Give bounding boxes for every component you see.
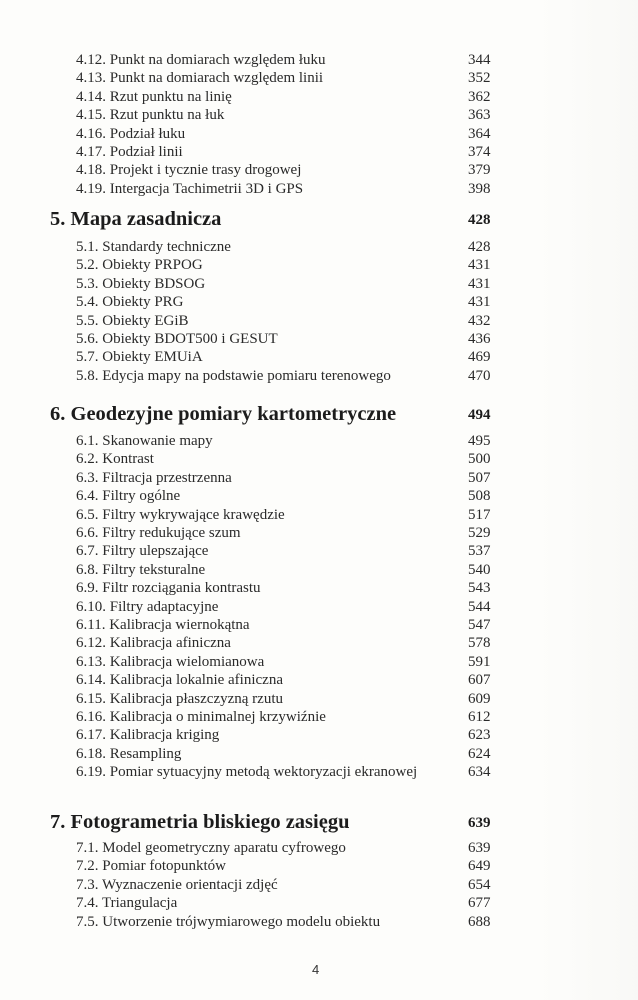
entry-page-number: 470 <box>468 367 491 384</box>
toc-entry <box>76 894 496 912</box>
toc-entry <box>76 598 496 616</box>
entry-title: Filtry ulepszające <box>102 543 209 560</box>
entry-title: Filtracja przestrzenna <box>102 469 232 486</box>
entry-page-number: 612 <box>468 709 491 725</box>
toc-entry <box>76 312 496 330</box>
entry-title: Obiekty PRPOG <box>102 257 203 274</box>
toc-entry <box>76 450 496 468</box>
entry-title: Filtry wykrywające krawędzie <box>102 506 285 523</box>
entry-title: Skanowanie mapy <box>102 433 213 449</box>
entry-title: Podział łuku <box>109 125 186 142</box>
toc-entry <box>76 690 496 708</box>
entry-title: Rzut punktu na łuk <box>109 107 225 124</box>
entry-page-number: 639 <box>468 840 491 856</box>
toc-entry <box>76 88 496 106</box>
entry-title: Obiekty EMUiA <box>102 349 203 366</box>
entry-number: 5.2. <box>76 257 99 274</box>
entry-page-number: 344 <box>468 52 491 68</box>
entry-number: 6.5. <box>76 506 99 523</box>
entry-page-number: 544 <box>468 598 491 615</box>
entry-number: 7.5. <box>76 913 99 930</box>
entry-title: Projekt i tycznie trasy drogowej <box>109 162 302 179</box>
chapter-title: 5. Mapa zasadnicza <box>50 208 222 230</box>
entry-number: 4.12. <box>76 52 106 68</box>
toc-entry <box>76 763 496 781</box>
entry-number: 6.19. <box>76 764 106 781</box>
toc-entry <box>76 839 496 857</box>
entry-number: 6.8. <box>76 561 99 578</box>
entry-number: 7.4. <box>76 895 99 912</box>
toc-entry <box>76 616 496 634</box>
entry-number: 5.4. <box>76 294 99 311</box>
entry-page-number: 432 <box>468 312 491 329</box>
entry-number: 4.18. <box>76 162 106 179</box>
entry-page-number: 363 <box>468 107 491 124</box>
entry-page-number: 688 <box>468 913 491 930</box>
entry-title: Kalibracja płaszczyzną rzutu <box>109 690 283 707</box>
entry-page-number: 500 <box>468 451 491 468</box>
entry-page-number: 436 <box>468 331 491 347</box>
entry-title: Utworzenie trójwymiarowego modelu obiektu <box>102 913 381 930</box>
entry-title: Punkt na domiarach względem łuku <box>109 52 326 68</box>
entry-number: 6.9. <box>76 580 99 597</box>
entry-number: 6.18. <box>76 745 106 762</box>
entry-number: 5.8. <box>76 367 99 384</box>
entry-page-number: 609 <box>468 690 491 707</box>
entry-title: Kontrast <box>102 451 154 468</box>
entry-number: 6.3. <box>76 469 99 486</box>
entry-number: 5.7. <box>76 349 99 366</box>
entry-number: 5.3. <box>76 275 99 292</box>
entry-number: 4.14. <box>76 88 106 105</box>
entry-page-number: 623 <box>468 727 491 744</box>
entry-page-number: 543 <box>468 580 491 597</box>
entry-title: Wyznaczenie orientacji zdjęć <box>101 876 278 893</box>
entry-page-number: 537 <box>468 543 491 560</box>
entry-page-number: 624 <box>468 745 491 762</box>
toc-entry <box>76 161 496 179</box>
chapter-page-number: 639 <box>468 815 491 831</box>
entry-page-number: 507 <box>468 469 491 486</box>
entry-title: Filtry redukujące szum <box>102 525 241 541</box>
entry-number: 6.10. <box>76 598 106 615</box>
toc-entry <box>76 51 496 69</box>
entry-title: Rzut punktu na linię <box>109 88 232 105</box>
entry-title: Resampling <box>109 745 182 762</box>
entry-title: Pomiar fotopunktów <box>102 858 226 875</box>
entry-number: 4.19. <box>76 180 106 197</box>
entry-number: 6.16. <box>76 709 106 725</box>
toc-entry <box>76 469 496 487</box>
entry-number: 6.6. <box>76 525 99 541</box>
chapter-page-number: 428 <box>468 212 491 228</box>
toc-entry <box>76 256 496 274</box>
entry-title: Kalibracja o minimalnej krzywiźnie <box>109 709 326 725</box>
entry-title: Obiekty BDOT500 i GESUT <box>102 331 278 347</box>
entry-title: Kalibracja lokalnie afiniczna <box>109 672 283 689</box>
toc-entry <box>76 745 496 763</box>
entry-title: Podział linii <box>109 144 183 160</box>
entry-page-number: 398 <box>468 180 491 197</box>
entry-number: 5.6. <box>76 331 99 347</box>
entry-page-number: 634 <box>468 764 491 781</box>
toc-entry <box>76 506 496 524</box>
entry-number: 6.11. <box>76 617 106 633</box>
entry-number: 4.13. <box>76 70 106 87</box>
entry-number: 6.17. <box>76 727 106 744</box>
entry-page-number: 428 <box>468 239 491 255</box>
entry-page-number: 431 <box>468 257 491 274</box>
entry-page-number: 508 <box>468 488 491 505</box>
entry-title: Standardy techniczne <box>102 239 231 255</box>
entry-page-number: 364 <box>468 125 491 142</box>
entry-page-number: 677 <box>468 895 491 912</box>
page-number: 4 <box>312 962 320 977</box>
entry-title: Filtry ogólne <box>102 488 181 505</box>
entry-page-number: 469 <box>468 349 491 366</box>
toc-entry <box>76 708 496 726</box>
toc-entry <box>76 524 496 542</box>
toc-entry <box>76 579 496 597</box>
toc-entry <box>76 348 496 366</box>
entry-title: Obiekty PRG <box>102 294 184 311</box>
entry-number: 4.17. <box>76 144 106 160</box>
toc-entry <box>76 561 496 579</box>
entry-title: Kalibracja wielomianowa <box>109 653 265 670</box>
entry-page-number: 607 <box>468 672 491 689</box>
entry-page-number: 362 <box>468 88 491 105</box>
chapter-title: 7. Fotogrametria bliskiego zasięgu <box>50 811 350 833</box>
chapter-heading <box>50 401 500 427</box>
entry-page-number: 431 <box>468 294 491 311</box>
entry-number: 7.2. <box>76 858 99 875</box>
toc-entry <box>76 913 496 931</box>
entry-page-number: 591 <box>468 653 491 670</box>
chapter-page-number: 494 <box>468 407 491 423</box>
chapter-heading <box>50 206 500 232</box>
entry-page-number: 352 <box>468 70 491 87</box>
toc-entry <box>76 275 496 293</box>
toc-entry <box>76 143 496 161</box>
entry-page-number: 374 <box>468 144 491 160</box>
entry-title: Model geometryczny aparatu cyfrowego <box>102 840 346 856</box>
entry-page-number: 547 <box>468 617 491 633</box>
toc-entry <box>76 726 496 744</box>
entry-title: Kalibracja afiniczna <box>109 635 231 652</box>
toc-entry <box>76 238 496 256</box>
entry-title: Punkt na domiarach względem linii <box>109 70 324 87</box>
toc-entry <box>76 432 496 450</box>
entry-page-number: 495 <box>468 433 491 449</box>
chapter-title: 6. Geodezyjne pomiary kartometryczne <box>50 403 397 425</box>
entry-title: Obiekty BDSOG <box>102 275 206 292</box>
toc-entry <box>76 857 496 875</box>
toc-entry <box>76 542 496 560</box>
chapter-heading <box>50 809 500 835</box>
entry-title: Triangulacja <box>101 895 178 912</box>
entry-page-number: 540 <box>468 561 491 578</box>
toc-entry <box>76 634 496 652</box>
entry-page-number: 529 <box>468 525 491 541</box>
entry-page-number: 431 <box>468 275 491 292</box>
entry-number: 6.4. <box>76 488 99 505</box>
toc-entry <box>76 330 496 348</box>
toc-entry <box>76 106 496 124</box>
toc-entry <box>76 367 496 385</box>
entry-title: Filtr rozciągania kontrastu <box>102 580 261 597</box>
toc-entry <box>76 671 496 689</box>
toc-entry <box>76 125 496 143</box>
entry-title: Kalibracja wiernokątna <box>109 617 250 633</box>
entry-title: Obiekty EGiB <box>102 312 189 329</box>
entry-title: Edycja mapy na podstawie pomiaru terenowego <box>102 367 391 384</box>
entry-title: Filtry adaptacyjne <box>109 598 219 615</box>
toc-entry <box>76 653 496 671</box>
entry-number: 6.14. <box>76 672 106 689</box>
entry-number: 5.5. <box>76 312 99 329</box>
entry-number: 6.12. <box>76 635 106 652</box>
entry-number: 6.1. <box>76 433 99 449</box>
entry-number: 5.1. <box>76 239 99 255</box>
entry-title: Intergacja Tachimetrii 3D i GPS <box>109 180 304 197</box>
entry-page-number: 654 <box>468 876 491 893</box>
entry-title: Pomiar sytuacyjny metodą wektoryzacji ekranowej <box>109 764 418 781</box>
entry-number: 6.7. <box>76 543 99 560</box>
toc-entry <box>76 293 496 311</box>
entry-number: 7.3. <box>76 876 99 893</box>
entry-number: 6.13. <box>76 653 106 670</box>
entry-title: Kalibracja kriging <box>109 727 220 744</box>
toc-entry <box>76 69 496 87</box>
entry-number: 6.15. <box>76 690 106 707</box>
toc-entry <box>76 876 496 894</box>
entry-number: 4.16. <box>76 125 106 142</box>
entry-page-number: 517 <box>468 506 491 523</box>
bleed-through-shadow <box>538 0 638 1000</box>
entry-page-number: 379 <box>468 162 491 179</box>
entry-page-number: 649 <box>468 858 491 875</box>
entry-page-number: 578 <box>468 635 491 652</box>
toc-entry <box>76 180 496 198</box>
toc-entry <box>76 487 496 505</box>
entry-number: 7.1. <box>76 840 99 856</box>
entry-title: Filtry teksturalne <box>102 561 206 578</box>
entry-number: 4.15. <box>76 107 106 124</box>
entry-number: 6.2. <box>76 451 99 468</box>
